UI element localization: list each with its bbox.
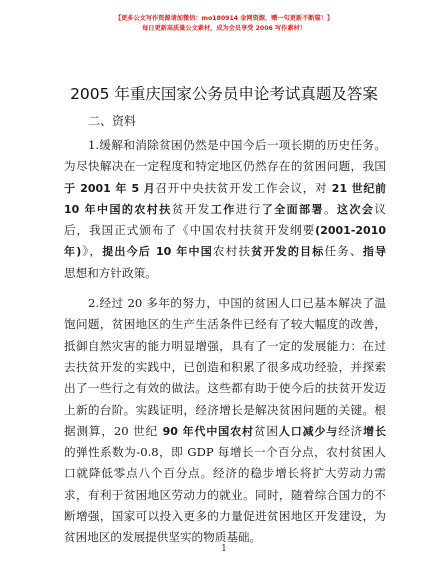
text-line — [64, 263, 386, 284]
page-number: 1 — [221, 544, 227, 554]
text-run: 贫困 — [253, 423, 279, 438]
document-body — [64, 135, 386, 549]
promo-banner-line-2[interactable]: 每日更新高质量公文素材，成为会员享受 2006 写作素材！ — [142, 25, 306, 32]
text-line — [64, 485, 386, 506]
paragraph — [64, 293, 386, 549]
text-line — [64, 135, 386, 156]
bold-text-run: 提出今后 10 年中国 — [102, 245, 213, 259]
text-run: 》， — [81, 244, 103, 259]
text-run: 任务、 — [324, 244, 363, 259]
bold-text-run: 工作 — [210, 202, 236, 216]
section-heading: 二、资料 — [88, 114, 137, 128]
text-run: 求，有利于贫困地区劳动力的就业。同时，随着综合国力的不 — [64, 487, 386, 502]
text-line — [64, 336, 386, 357]
text-run: 断增强，国家可以投入更多的力量促进贫困地区开发建设，为 — [64, 509, 386, 524]
bold-text-run: 21 世纪前 — [327, 181, 387, 195]
bold-text-run: 了全面部署 — [261, 202, 324, 216]
bold-text-run: 于 2001 年 5 月 — [64, 181, 156, 195]
text-line — [64, 442, 386, 463]
text-run: 农村扶 — [212, 244, 252, 259]
text-run: 饱问题，贫困地区的生产生活条件已经有了较大幅度的改善， — [64, 317, 386, 332]
bold-text-run: 指导 — [362, 245, 387, 259]
document-title: 2005 年重庆国家公务员申论考试真题及答案 — [70, 85, 378, 103]
text-run: 上新的台阶。实践证明，经济增长是解决贫困问题的关键。根 — [64, 402, 386, 417]
paragraph — [64, 135, 386, 284]
bold-text-run: 90 年代中国农村 — [162, 424, 254, 438]
text-run: 经济 — [338, 423, 364, 438]
text-run: 议 — [374, 201, 386, 216]
text-line — [64, 506, 386, 527]
text-run: 据测算，20 世纪 — [64, 423, 163, 438]
text-line — [64, 199, 386, 220]
text-line — [64, 400, 386, 421]
text-run: 进行 — [235, 201, 262, 216]
bold-text-run: 这次会 — [337, 202, 375, 216]
text-run: 贫困地区的发展提供坚实的物质基础。 — [64, 530, 262, 545]
text-line — [64, 156, 386, 177]
bold-text-run: (2001-2010 — [315, 224, 386, 238]
text-run: 思想和方针政策。 — [64, 265, 157, 280]
text-line — [64, 220, 386, 241]
text-run: 的弹性系数为-0.8，即 GDP 每增长一个百分点，农村贫困人 — [64, 445, 386, 460]
text-run: 2.经过 20 多年的努力，中国的贫困人口已基本解决了温 — [88, 296, 386, 311]
text-run: 1.缓解和消除贫困仍然是中国今后一项长期的历史任务。 — [88, 138, 386, 152]
text-run: 召开中央扶贫开发工作会议，对 — [155, 180, 328, 195]
text-run: 后，我国正式颁布了《中国农村扶贫开发纲要 — [64, 223, 316, 238]
text-line — [64, 293, 386, 314]
text-run: 抵御自然灾害的能力明显增强，具有了一定的发展能力：在过 — [64, 338, 386, 353]
text-line — [64, 378, 386, 399]
text-line — [64, 178, 386, 199]
bold-text-run: 人口减少与 — [278, 424, 339, 438]
text-run: 贫开发 — [171, 201, 211, 216]
text-run: 去扶贫开发的实践中，已创造和积累了很多成功经验，并探索 — [64, 359, 386, 374]
text-run: 为尽快解决在一定程度和特定地区仍然存在的贫困问题，我国 — [64, 159, 386, 174]
promo-banner — [0, 14, 448, 34]
text-line — [64, 463, 386, 484]
text-line — [64, 314, 386, 335]
text-line — [64, 241, 386, 262]
bold-text-run: 10 年中国的农村扶 — [64, 202, 172, 216]
text-line — [64, 421, 386, 442]
promo-banner-line-1[interactable]: 【更多公文写作资源请加微信：mo180914 金网资源，赠一句更新不断猫！】 — [114, 15, 334, 22]
bold-text-run: 年) — [64, 245, 82, 259]
bold-text-run: 增长 — [363, 424, 386, 438]
text-run: 口就降低零点八个百分点。经济的稳步增长将扩大劳动力需 — [64, 466, 386, 481]
text-run: 出了一些行之有效的做法。这些都有助于使今后的扶贫开发迈 — [64, 381, 386, 396]
text-line — [64, 357, 386, 378]
bold-text-run: 贫开发的目标 — [251, 245, 325, 259]
paragraph-gap — [64, 284, 386, 293]
text-run: 。 — [324, 201, 338, 216]
